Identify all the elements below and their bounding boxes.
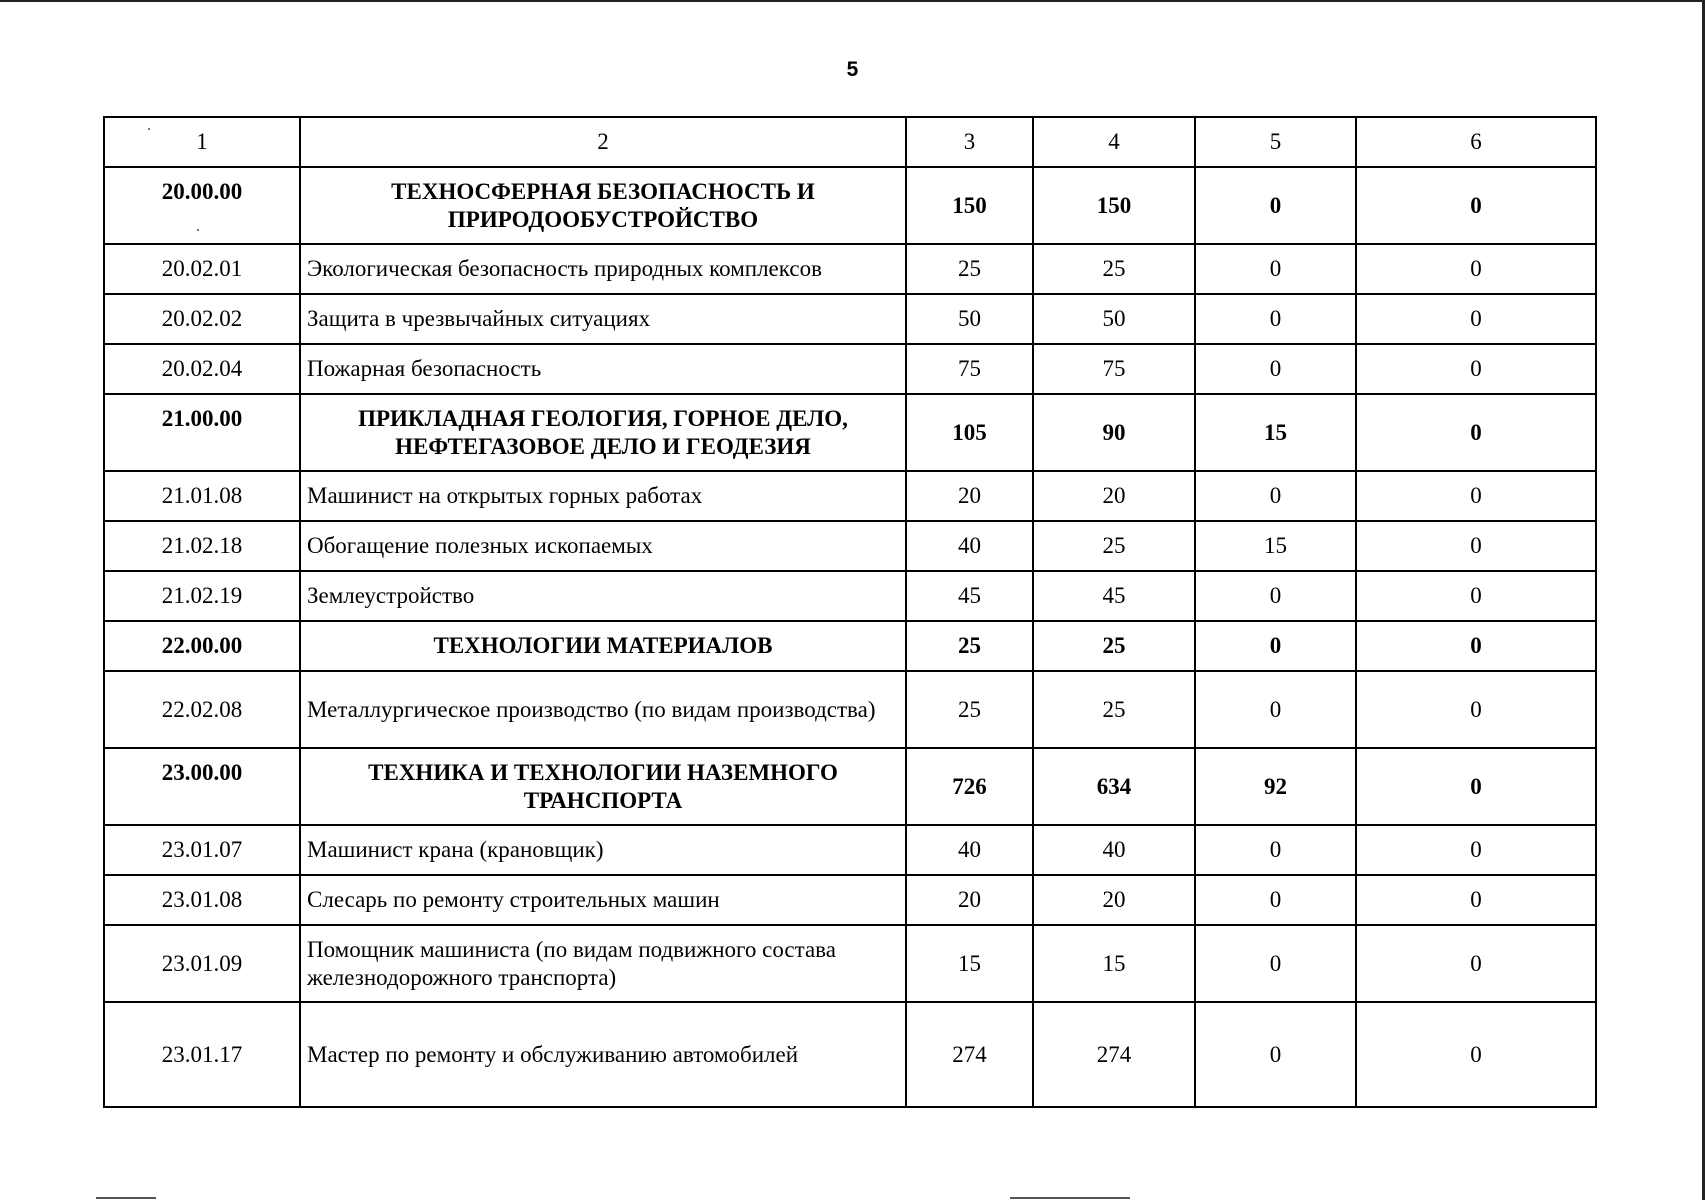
- table-row: [104, 294, 1596, 344]
- scan-artifact: [148, 128, 150, 130]
- row-col6: 0: [1356, 1002, 1596, 1107]
- row-col6: 0: [1356, 167, 1596, 244]
- row-col4: 45: [1033, 571, 1195, 621]
- header-cell: 5: [1195, 117, 1356, 167]
- row-col5: 0: [1195, 1002, 1356, 1107]
- row-col4: 150: [1033, 167, 1195, 244]
- row-col3: 50: [906, 294, 1033, 344]
- data-table-container: [103, 116, 1595, 1108]
- row-code: 21.01.08: [104, 471, 300, 521]
- row-col3: 105: [906, 394, 1033, 471]
- row-code: 21.02.19: [104, 571, 300, 621]
- row-col5: 0: [1195, 671, 1356, 748]
- row-code: 20.00.00: [104, 167, 300, 244]
- row-col6: 0: [1356, 471, 1596, 521]
- header-cell: 6: [1356, 117, 1596, 167]
- row-col4: 75: [1033, 344, 1195, 394]
- row-col6: 0: [1356, 925, 1596, 1002]
- row-col6: 0: [1356, 621, 1596, 671]
- row-col4: 25: [1033, 671, 1195, 748]
- row-col5: 0: [1195, 571, 1356, 621]
- table-row: [104, 521, 1596, 571]
- data-table: [103, 116, 1597, 1108]
- row-col6: 0: [1356, 244, 1596, 294]
- row-col3: 40: [906, 521, 1033, 571]
- header-cell: 3: [906, 117, 1033, 167]
- table-group-row: [104, 167, 1596, 244]
- row-col6: 0: [1356, 748, 1596, 825]
- row-name: Машинист на открытых горных работах: [300, 471, 906, 521]
- header-cell: 1: [104, 117, 300, 167]
- row-col5: 0: [1195, 925, 1356, 1002]
- row-code: 20.02.02: [104, 294, 300, 344]
- row-code: 22.02.08: [104, 671, 300, 748]
- row-col5: 0: [1195, 875, 1356, 925]
- page-edge-top: [0, 0, 1705, 2]
- table-row: [104, 925, 1596, 1002]
- row-col6: 0: [1356, 294, 1596, 344]
- row-col4: 20: [1033, 471, 1195, 521]
- row-name: ТЕХНОСФЕРНАЯ БЕЗОПАСНОСТЬ И ПРИРОДООБУСТРОЙСТВО: [300, 167, 906, 244]
- row-name: ТЕХНИКА И ТЕХНОЛОГИИ НАЗЕМНОГО ТРАНСПОРТА: [300, 748, 906, 825]
- row-col3: 75: [906, 344, 1033, 394]
- table-row: [104, 344, 1596, 394]
- header-cell: 4: [1033, 117, 1195, 167]
- row-code: 21.02.18: [104, 521, 300, 571]
- row-col6: 0: [1356, 571, 1596, 621]
- row-name: Машинист крана (крановщик): [300, 825, 906, 875]
- table-row: [104, 875, 1596, 925]
- row-col3: 274: [906, 1002, 1033, 1107]
- table-row: [104, 671, 1596, 748]
- row-col5: 0: [1195, 471, 1356, 521]
- row-name: Помощник машиниста (по видам подвижного состава железнодорожного транспорта): [300, 925, 906, 1002]
- row-col5: 0: [1195, 167, 1356, 244]
- row-code: 23.01.08: [104, 875, 300, 925]
- row-col4: 634: [1033, 748, 1195, 825]
- row-col3: 40: [906, 825, 1033, 875]
- row-col6: 0: [1356, 825, 1596, 875]
- row-name: Слесарь по ремонту строительных машин: [300, 875, 906, 925]
- scan-artifact: [1010, 1197, 1130, 1199]
- row-col5: 0: [1195, 825, 1356, 875]
- row-name: Землеустройство: [300, 571, 906, 621]
- scan-artifact: [197, 229, 199, 231]
- row-code: 23.01.07: [104, 825, 300, 875]
- row-col3: 45: [906, 571, 1033, 621]
- row-col3: 20: [906, 875, 1033, 925]
- table-row: [104, 1002, 1596, 1107]
- row-name: Защита в чрезвычайных ситуациях: [300, 294, 906, 344]
- row-col6: 0: [1356, 344, 1596, 394]
- row-col5: 0: [1195, 244, 1356, 294]
- row-col3: 20: [906, 471, 1033, 521]
- table-row: [104, 571, 1596, 621]
- row-col5: 92: [1195, 748, 1356, 825]
- header-cell: 2: [300, 117, 906, 167]
- row-col5: 0: [1195, 294, 1356, 344]
- row-code: 22.00.00: [104, 621, 300, 671]
- row-col4: 25: [1033, 621, 1195, 671]
- row-col5: 0: [1195, 344, 1356, 394]
- row-col5: 15: [1195, 394, 1356, 471]
- row-code: 20.02.04: [104, 344, 300, 394]
- row-col3: 15: [906, 925, 1033, 1002]
- row-name: Экологическая безопасность природных комплексов: [300, 244, 906, 294]
- row-col4: 15: [1033, 925, 1195, 1002]
- row-code: 23.01.09: [104, 925, 300, 1002]
- row-name: ТЕХНОЛОГИИ МАТЕРИАЛОВ: [300, 621, 906, 671]
- table-row: [104, 825, 1596, 875]
- table-group-row: [104, 394, 1596, 471]
- row-name: Металлургическое производство (по видам производства): [300, 671, 906, 748]
- row-col3: 150: [906, 167, 1033, 244]
- row-name: Обогащение полезных ископаемых: [300, 521, 906, 571]
- page-number: 5: [846, 58, 859, 81]
- row-col6: 0: [1356, 521, 1596, 571]
- row-code: 21.00.00: [104, 394, 300, 471]
- row-col4: 274: [1033, 1002, 1195, 1107]
- row-col5: 15: [1195, 521, 1356, 571]
- row-name: Пожарная безопасность: [300, 344, 906, 394]
- row-col3: 726: [906, 748, 1033, 825]
- table-group-row: [104, 748, 1596, 825]
- row-name: ПРИКЛАДНАЯ ГЕОЛОГИЯ, ГОРНОЕ ДЕЛО, НЕФТЕГАЗОВОЕ ДЕЛО И ГЕОДЕЗИЯ: [300, 394, 906, 471]
- row-col4: 20: [1033, 875, 1195, 925]
- row-col6: 0: [1356, 875, 1596, 925]
- row-col6: 0: [1356, 394, 1596, 471]
- scan-artifact: [96, 1197, 156, 1199]
- row-col4: 90: [1033, 394, 1195, 471]
- row-col4: 25: [1033, 521, 1195, 571]
- row-col4: 40: [1033, 825, 1195, 875]
- table-header-row: [104, 117, 1596, 167]
- table-group-row: [104, 621, 1596, 671]
- row-col4: 50: [1033, 294, 1195, 344]
- row-col5: 0: [1195, 621, 1356, 671]
- table-row: [104, 244, 1596, 294]
- row-col4: 25: [1033, 244, 1195, 294]
- row-col6: 0: [1356, 671, 1596, 748]
- row-col3: 25: [906, 671, 1033, 748]
- table-row: [104, 471, 1596, 521]
- row-code: 23.01.17: [104, 1002, 300, 1107]
- row-col3: 25: [906, 244, 1033, 294]
- row-col3: 25: [906, 621, 1033, 671]
- row-code: 23.00.00: [104, 748, 300, 825]
- row-code: 20.02.01: [104, 244, 300, 294]
- row-name: Мастер по ремонту и обслуживанию автомобилей: [300, 1002, 906, 1107]
